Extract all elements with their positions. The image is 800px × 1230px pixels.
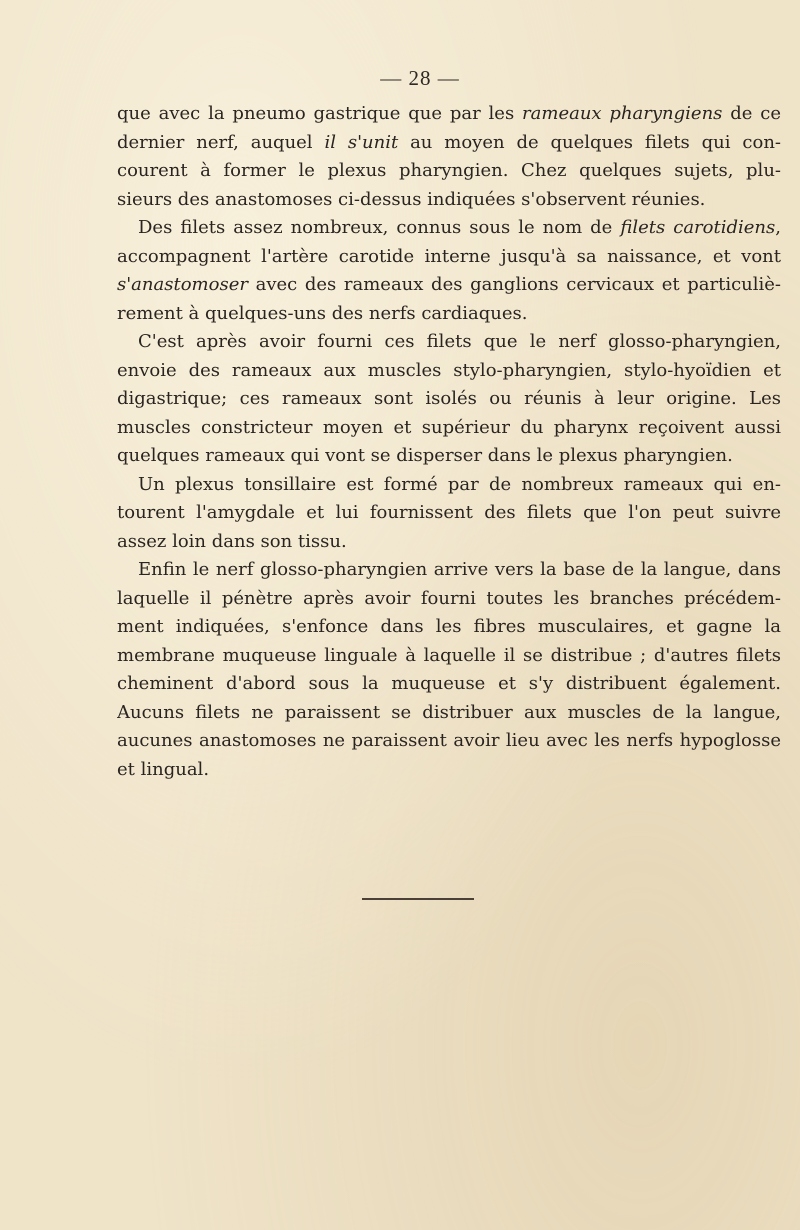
- text-run: sieurs des anastomoses ci-dessus indiquées s'observent réunies.: [117, 188, 706, 210]
- paragraph: [117, 100, 781, 214]
- text-line: [117, 385, 781, 414]
- text-run: avec des rameaux des ganglions cervicaux et particuliè-: [247, 274, 781, 295]
- text-run: et lingual.: [117, 758, 210, 780]
- text-line: [117, 756, 781, 785]
- text-line: [117, 129, 781, 158]
- italic-term: s'anastomoser: [117, 274, 248, 295]
- text-run: au moyen de quelques filets qui con-: [398, 131, 781, 153]
- text-line: [117, 300, 781, 329]
- text-run: C'est après avoir fourni ces filets que le nerf glosso-pharyngien,: [138, 331, 781, 352]
- text-run: muscles constricteur moyen et supérieur du pharynx reçoivent aussi: [117, 416, 781, 438]
- paragraph: [117, 214, 781, 328]
- page-number: — 28 —: [380, 66, 460, 90]
- text-line: [117, 528, 781, 557]
- text-line: [117, 499, 781, 528]
- text-run: envoie des rameaux aux muscles stylo-pharyngien, stylo-hyoïdien et: [117, 359, 781, 381]
- text-line: [117, 556, 781, 585]
- text-line: [117, 585, 781, 614]
- text-run: cheminent d'abord sous la muqueuse et s'y distribuent également.: [117, 673, 781, 694]
- text-line: [117, 328, 781, 357]
- text-run: Des filets assez nombreux, connus sous le nom de: [138, 217, 621, 238]
- text-line: [117, 157, 781, 186]
- text-run: assez loin dans son tissu.: [117, 530, 347, 552]
- text-line: [117, 243, 781, 272]
- paragraph: [117, 328, 781, 471]
- text-line: [117, 414, 781, 443]
- italic-term: il s'unit: [324, 131, 399, 153]
- text-run: rement à quelques-uns des nerfs cardiaques.: [117, 302, 528, 324]
- text-run: membrane muqueuse linguale à laquelle il se distribue ; d'autres filets: [117, 644, 781, 666]
- body-text: [117, 100, 781, 784]
- italic-term: filets carotidiens: [620, 217, 776, 238]
- text-run: de ce: [722, 103, 781, 124]
- text-run: laquelle il pénètre après avoir fourni toutes les branches précédem-: [117, 587, 781, 609]
- italic-term: rameaux pharyngiens: [522, 103, 723, 124]
- text-run: accompagnent l'artère carotide interne jusqu'à sa naissance, et vont: [117, 245, 781, 267]
- text-run: Un plexus tonsillaire est formé par de nombreux rameaux qui en-: [138, 473, 781, 495]
- text-run: quelques rameaux qui vont se disperser dans le plexus pharyngien.: [117, 445, 733, 466]
- text-run: que avec la pneumo gastrique que par les: [117, 103, 523, 124]
- paragraph: [117, 556, 781, 784]
- section-divider-rule: [362, 898, 474, 900]
- text-run: aucunes anastomoses ne paraissent avoir lieu avec les nerfs hypoglosse: [117, 730, 781, 751]
- text-run: digastrique; ces rameaux sont isolés ou réunis à leur origine. Les: [117, 388, 781, 409]
- text-line: [117, 471, 781, 500]
- text-run: ment indiquées, s'enfonce dans les fibres musculaires, et gagne la: [117, 616, 781, 637]
- text-line: [117, 670, 781, 699]
- text-line: [117, 357, 781, 386]
- text-line: [117, 613, 781, 642]
- text-line: [117, 442, 781, 471]
- text-line: [117, 271, 781, 300]
- text-line: [117, 186, 781, 215]
- text-run: Aucuns filets ne paraissent se distribuer aux muscles de la langue,: [117, 701, 781, 723]
- text-line: [117, 100, 781, 129]
- text-run: ,: [775, 217, 781, 238]
- text-run: Enfin le nerf glosso-pharyngien arrive vers la base de la langue, dans: [138, 559, 781, 580]
- text-line: [117, 214, 781, 243]
- paragraph: [117, 471, 781, 557]
- text-run: tourent l'amygdale et lui fournissent des filets que l'on peut suivre: [117, 502, 781, 523]
- text-line: [117, 727, 781, 756]
- text-line: [117, 642, 781, 671]
- text-run: dernier nerf, auquel: [117, 131, 325, 153]
- text-line: [117, 699, 781, 728]
- text-run: courent à former le plexus pharyngien. Chez quelques sujets, plu-: [117, 160, 781, 181]
